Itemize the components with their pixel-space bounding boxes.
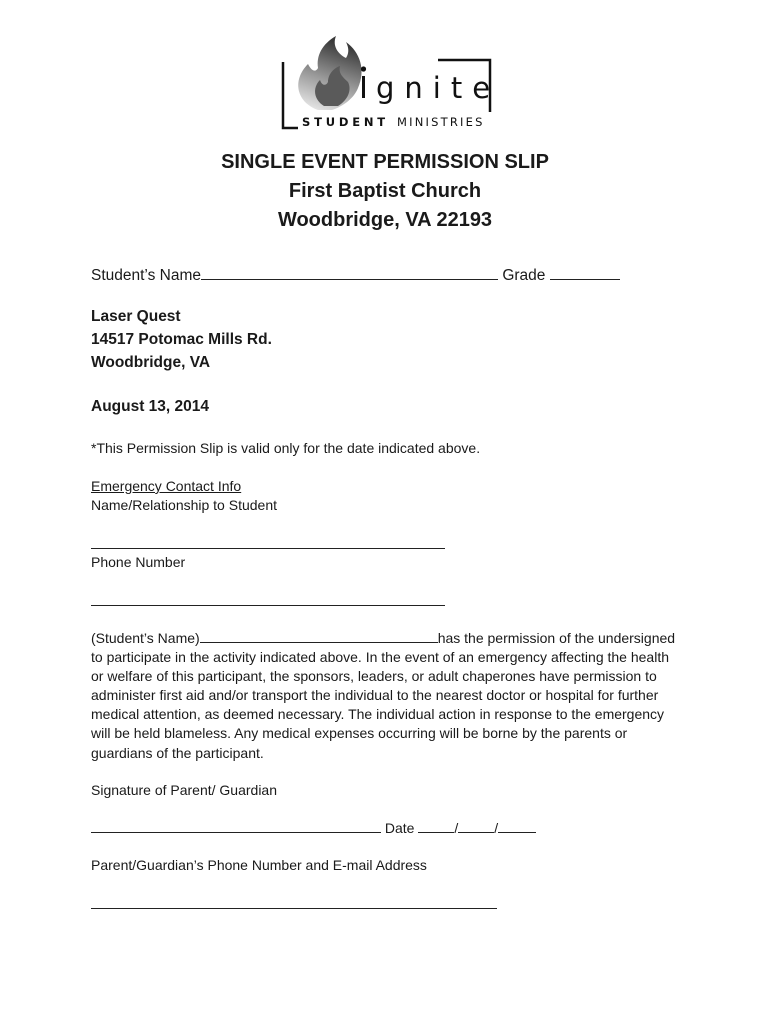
- consent-line: guardians of the participant.: [91, 744, 264, 761]
- parent-contact-field[interactable]: [91, 908, 497, 909]
- date-separator: /: [494, 820, 499, 836]
- logo-word-student: STUDENT: [302, 115, 389, 129]
- church-city: Woodbridge, VA 22193: [277, 209, 493, 231]
- consent-line: administer first aid and/or transport the individual to the nearest doctor or hospital for further: [91, 687, 659, 704]
- consent-paragraph: [91, 629, 691, 763]
- date-month-field[interactable]: [418, 819, 454, 833]
- signature-field[interactable]: [91, 819, 381, 833]
- signature-row: [91, 819, 536, 836]
- consent-line: medical attention, as deemed necessary. The individual action in response to the emergency: [91, 706, 665, 723]
- logo-word-ministries: MINISTRIES: [397, 115, 485, 129]
- consent-line: or welfare of this participant, the sponsors, leaders, or adult chaperones have permission to: [91, 668, 657, 685]
- emergency-name-label: Name/Relationship to Student: [91, 497, 277, 513]
- date-year-field[interactable]: [498, 819, 536, 833]
- event-city: Woodbridge, VA: [91, 354, 211, 371]
- consent-line1-tail: has the permission of the undersigned: [437, 630, 676, 646]
- student-name-row: [91, 265, 620, 285]
- grade-field[interactable]: [550, 265, 620, 280]
- logo-bracket: [283, 62, 298, 128]
- consent-student-name-label: (Student’s Name): [91, 630, 200, 646]
- emergency-phone-field[interactable]: [91, 605, 445, 606]
- date-day-field[interactable]: [458, 819, 494, 833]
- emergency-name-field[interactable]: [91, 548, 445, 549]
- consent-student-name-field[interactable]: [200, 629, 438, 643]
- church-name: First Baptist Church: [288, 180, 482, 202]
- event-date: August 13, 2014: [91, 398, 210, 415]
- emergency-heading: Emergency Contact Info: [91, 478, 242, 494]
- consent-line: will be held blameless. Any medical expenses occurring will be borne by the parents or: [91, 725, 628, 742]
- consent-line: [91, 629, 691, 648]
- event-street: 14517 Potomac Mills Rd.: [91, 331, 272, 348]
- ignite-logo-graphic: [278, 32, 500, 132]
- event-venue: Laser Quest: [91, 308, 181, 325]
- ignite-logo: [278, 32, 500, 132]
- consent-line: to participate in the activity indicated above. In the event of an emergency affecting the health: [91, 649, 669, 666]
- emergency-phone-label: Phone Number: [91, 554, 186, 570]
- parent-contact-label: Parent/Guardian’s Phone Number and E-mail Address: [91, 857, 427, 873]
- signature-label: Signature of Parent/ Guardian: [91, 782, 278, 798]
- validity-note: *This Permission Slip is valid only for the date indicated above.: [91, 440, 481, 456]
- date-label: Date: [384, 820, 415, 836]
- form-title: SINGLE EVENT PERMISSION SLIP: [221, 151, 549, 173]
- student-name-field[interactable]: [201, 265, 498, 280]
- grade-label: Grade: [502, 267, 546, 284]
- logo-word-ignite: gnite: [376, 71, 500, 105]
- date-separator: /: [454, 820, 459, 836]
- student-name-label: Student’s Name: [91, 267, 201, 284]
